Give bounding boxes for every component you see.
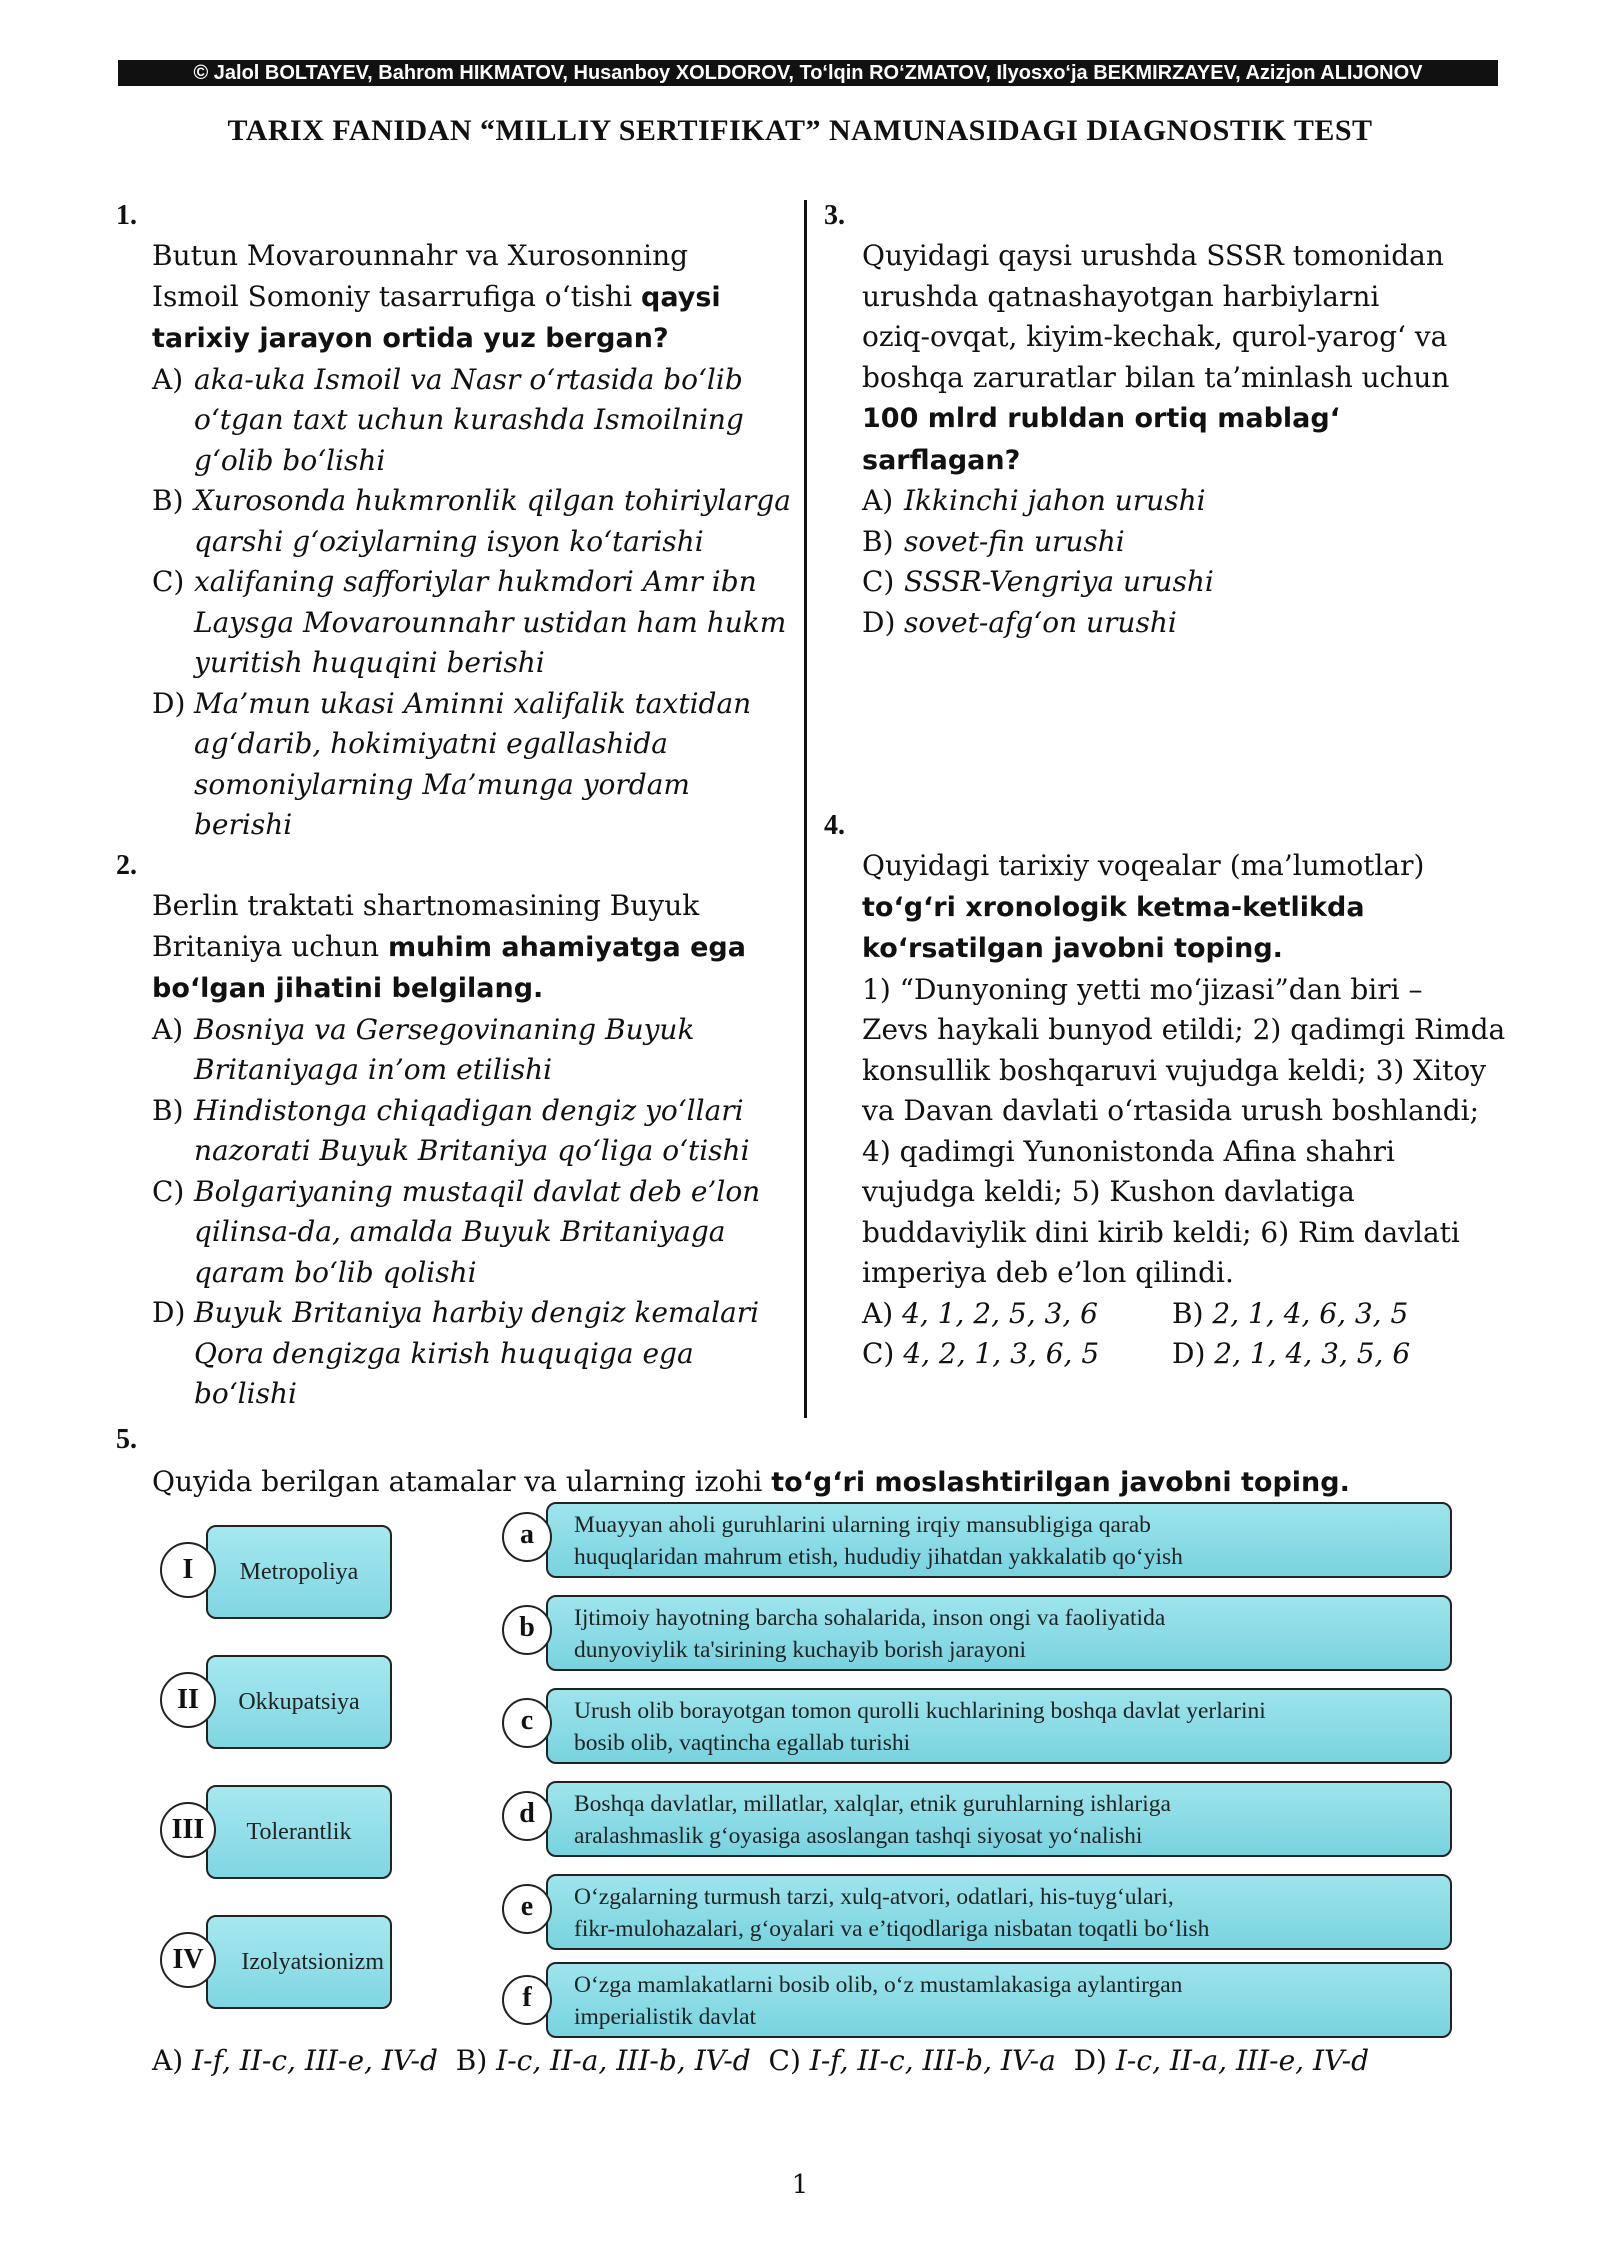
question-5-answers [152,2044,1369,2077]
definition-box-c: Urush olib borayotgan tomon qurolli kuchlarining boshqa davlat yerlarini bosib olib, vaqtincha egallab turishi [546,1688,1452,1764]
question-4-option-d[interactable]: D) 2, 1, 4, 3, 5, 6 [1172,1337,1411,1370]
question-2: Berlin traktati shartnomasining Buyuk Britaniya uchun muhim ahamiyatga ega bo‘lgan jihatini belgilang. A) Bosniya va Gersegovinaning Buyuk Britaniyaga in’om etilishi B) Hindistonga chiqadigan dengiz yo‘llari nazorati Buyuk Britaniya qo‘liga o‘tishi C) Bolgariyaning mustaqil davlat deb e’lon qilinsa-da, amalda Buyuk Britaniyaga qaram bo‘lib qolishi D) Buyuk Britaniya harbiy dengiz kemalari Qora dengizga kirish huquqiga ega bo‘lishi [152,886,792,1415]
question-1-option-d[interactable]: D) Ma’mun ukasi Aminni xalifalik taxtidan ag‘darib, hokimiyatni egallashida somoniylarning Ma’munga yordam berishi [152,686,752,841]
definition-letter-b: b [502,1605,552,1655]
question-1-number: 1. [116,200,137,231]
page-title: TARIX FANIDAN “MILLIY SERTIFIKAT” NAMUNASIDAGI DIAGNOSTIK TEST [227,114,1373,147]
question-1: Butun Movarounnahr va Xurosonning Ismoil Somoniy tasarrufiga o‘tishi qaysi tarixiy jarayon ortida yuz bergan? A) aka-uka Ismoil va Nasr o‘rtasida bo‘lib o‘tgan taxt uchun kurashda Ismoilning g‘olib bo‘lishi B) Xurosonda hukmronlik qilgan tohiriylarga qarshi g‘oziylarning isyon ko‘tarishi C) xalifaning safforiylar hukmdori Amr ibn Laysga Movarounnahr ustidan ham hukm yuritish huquqini berishi D) Ma’mun ukasi Aminni xalifalik taxtidan ag‘darib, hokimiyatni egallashida somoniylarning Ma’munga yordam berishi [152,236,792,846]
definition-box-e: O‘zgalarning turmush tarzi, xulq-atvori, odatlari, his-tuyg‘ulari, fikr-mulohazalari, g‘oyalari va e’tiqodlariga nisbatan toqatli bo‘lish [546,1874,1452,1950]
term-box-2: Okkupatsiya [206,1655,392,1749]
definition-letter-a: a [502,1512,552,1562]
question-3: Quyidagi qaysi urushda SSSR tomonidan urushda qatnashayotgan harbiylarni oziq-ovqat, kiyim-kechak, qurol-yarog‘ va boshqa zaruratlar bilan ta’minlash uchun 100 mlrd rubldan ortiq mablag‘ sarflagan? A) Ikkinchi jahon urushi B) sovet-fin urushi C) SSSR-Vengriya urushi D) sovet-afg‘on urushi [862,236,1502,643]
term-number-3: III [160,1802,216,1858]
term-box-1: Metropoliya [206,1525,392,1619]
column-divider [804,200,807,1418]
question-4-option-a[interactable]: A) 4, 1, 2, 5, 3, 6 [862,1296,1098,1330]
question-5-number: 5. [116,1424,137,1455]
question-1-option-c[interactable]: C) xalifaning safforiylar hukmdori Amr ibn Laysga Movarounnahr ustidan ham hukm yuritish huquqini berishi [152,565,787,679]
definition-letter-e: e [502,1884,552,1934]
question-5-option-b[interactable]: B) I-c, II-a, III-b, IV-d [455,2044,751,2077]
question-3-option-b[interactable]: B) sovet-fin urushi [862,524,1125,558]
question-1-option-b[interactable]: B) Xurosonda hukmronlik qilgan tohiriylarga qarshi g‘oziylarning isyon ko‘tarishi [152,484,791,558]
question-2-option-b[interactable]: B) Hindistonga chiqadigan dengiz yo‘llari nazorati Buyuk Britaniya qo‘liga o‘tishi [152,1093,750,1167]
question-3-option-d[interactable]: D) sovet-afg‘on urushi [862,605,1177,639]
term-box-3: Tolerantlik [206,1785,392,1879]
authors-header: © Jalol BOLTAYEV, Bahrom HIKMATOV, Husanboy XOLDOROV, To‘lqin RO‘ZMATOV, Ilyosxo‘ja BEKMIRZAYEV, Azizjon ALIJONOV [118,60,1498,86]
term-number-1: I [160,1542,216,1598]
question-5-prompt: Quyida berilgan atamalar va ularning izohi to‘g‘ri moslashtirilgan javobni toping. [152,1465,1350,1498]
term-number-2: II [160,1672,216,1728]
definition-letter-f: f [502,1975,552,2025]
question-4-option-b[interactable]: B) 2, 1, 4, 6, 3, 5 [1172,1296,1409,1330]
question-2-option-d[interactable]: D) Buyuk Britaniya harbiy dengiz kemalari Qora dengizga kirish huquqiga ega bo‘lishi [152,1296,760,1410]
definition-box-b: Ijtimoiy hayotning barcha sohalarida, inson ongi va faoliyatida dunyoviylik ta'sirining kuchayib borish jarayoni [546,1595,1452,1671]
question-5-option-c[interactable]: C) I-f, II-c, III-b, IV-a [768,2044,1056,2077]
question-2-option-a[interactable]: A) Bosniya va Gersegovinaning Buyuk Britaniyaga in’om etilishi [152,1012,695,1086]
term-box-4: Izolyatsionizm [206,1915,392,2009]
question-2-option-c[interactable]: C) Bolgariyaning mustaqil davlat deb e’lon qilinsa-da, amalda Buyuk Britaniyaga qaram bo‘lib qolishi [152,1174,761,1289]
question-5-option-a[interactable]: A) I-f, II-c, III-e, IV-d [152,2044,438,2077]
question-4: Quyidagi tarixiy voqealar (ma’lumotlar) to‘g‘ri xronologik ketma-ketlikda ko‘rsatilgan javobni toping. 1) “Dunyoning yetti mo‘jizasi”dan biri – Zevs haykali bunyod etildi; 2) qadimgi Rimda konsullik boshqaruvi vujudga keldi; 3) Xitoy va Davan davlati o‘rtasida urush boshlandi; 4) qadimgi Yunonistonda Afina shahri vujudga keldi; 5) Kushon davlatiga buddaviylik dini kirib keldi; 6) Rim davlati imperiya deb e’lon qilindi. A) 4, 1, 2, 5, 3, 6 B) 2, 1, 4, 6, 3, 5 C) 4, 2, 1, 3, 6, 5 D) 2, 1, 4, 3, 5, 6 [862,846,1512,1375]
term-number-4: IV [160,1932,216,1988]
page-number: 1 [791,2170,809,2200]
question-2-number: 2. [116,850,137,881]
question-3-number: 3. [824,200,845,231]
question-4-number: 4. [824,810,845,841]
question-1-option-a[interactable]: A) aka-uka Ismoil va Nasr o‘rtasida bo‘lib o‘tgan taxt uchun kurashda Ismoilning g‘olib bo‘lishi [152,362,744,477]
definition-box-f: O‘zga mamlakatlarni bosib olib, o‘z mustamlakasiga aylantirgan imperialistik davlat [546,1962,1452,2038]
definition-box-a: Muayyan aholi guruhlarini ularning irqiy mansubligiga qarab huquqlaridan mahrum etish, hududiy jihatdan yakkalatib qo‘yish [546,1502,1452,1578]
definition-box-d: Boshqa davlatlar, millatlar, xalqlar, etnik guruhlarning ishlariga aralashmaslik g‘oyasiga asoslangan tashqi siyosat yo‘nalishi [546,1781,1452,1857]
question-1-text: Butun Movarounnahr va Xurosonning [152,239,689,272]
question-5-option-d[interactable]: D) I-c, II-a, III-e, IV-d [1073,2044,1370,2077]
definition-letter-d: d [502,1791,552,1841]
question-4-options [862,1294,1512,1375]
question-4-option-c[interactable]: C) 4, 2, 1, 3, 6, 5 [862,1337,1100,1370]
definition-letter-c: c [502,1698,552,1748]
question-3-option-c[interactable]: C) SSSR-Vengriya urushi [862,565,1214,598]
question-3-option-a[interactable]: A) Ikkinchi jahon urushi [862,484,1206,517]
